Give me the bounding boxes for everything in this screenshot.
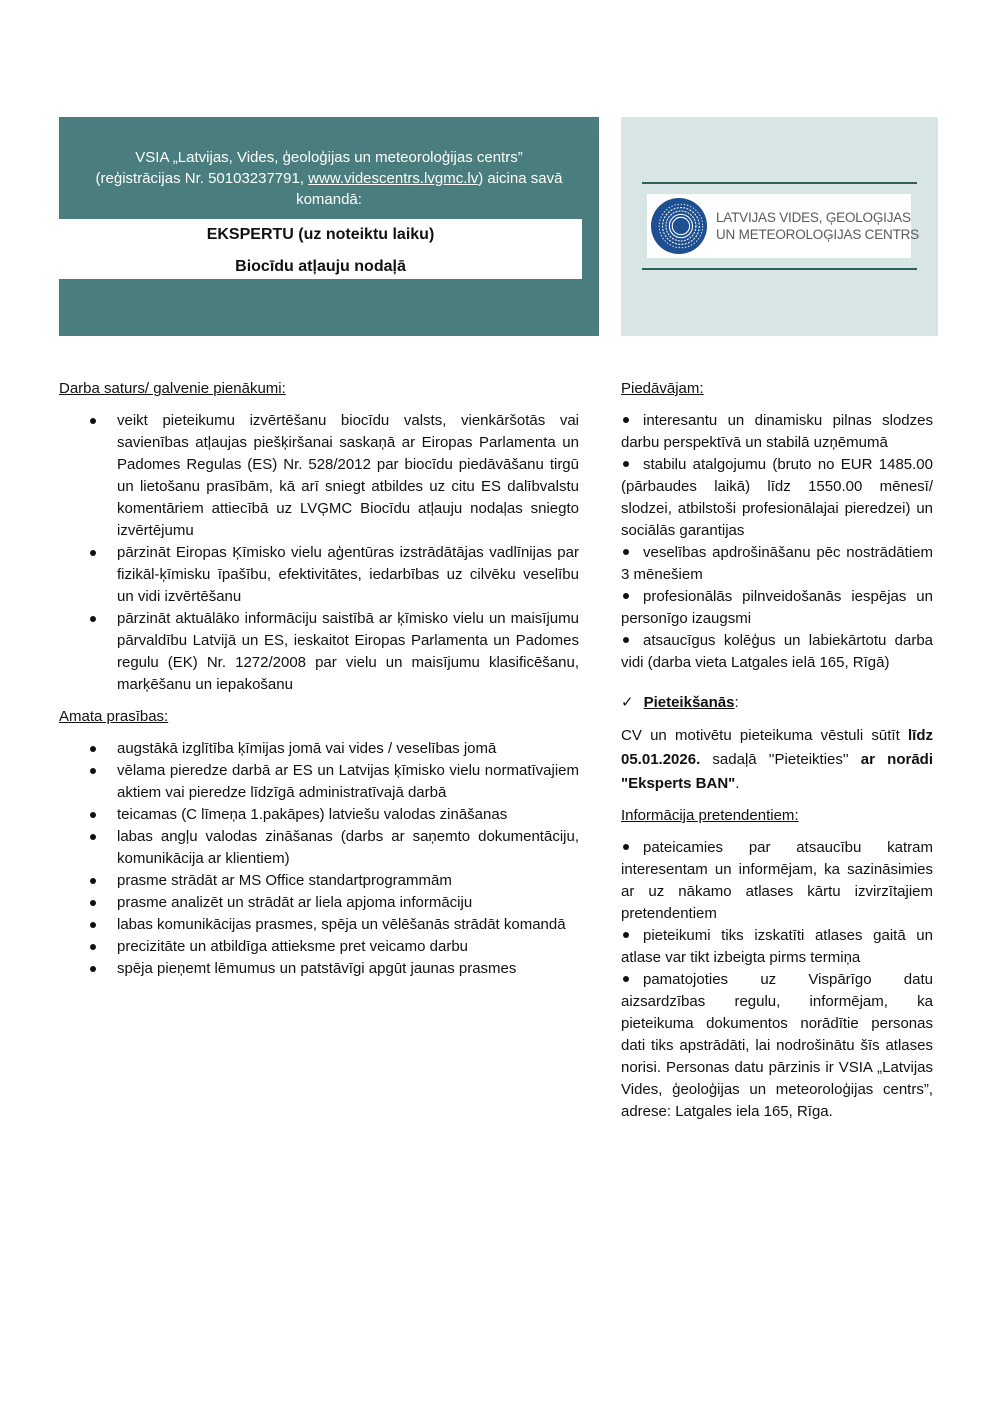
requirement-item: labas angļu valodas zināšanas (darbs ar saņemto dokumentāciju, komunikācija ar klientiem) [59, 826, 579, 870]
bullet-icon [623, 932, 629, 938]
logo-wordmark: LATVIJAS VIDES, ĢEOLOĢIJAS UN METEOROLOĢIJAS CENTRS [716, 210, 919, 242]
offer-item: veselības apdrošināšanu pēc nostrādātiem 3 mēnešiem [621, 544, 933, 583]
requirement-item: vēlama pieredze darbā ar ES un Latvijas ķīmisko vielu normatīvajiem aktiem vai pieredze līdzīgā administratīvajā darbā [59, 760, 579, 804]
offer-item: atsaucīgus kolēģus un labiekārtotu darba vidi (darba vieta Latgales ielā 165, Rīgā) [621, 632, 933, 671]
requirement-item: teicamas (C līmeņa 1.pakāpes) latviešu valodas zināšanas [59, 804, 579, 826]
bullet-icon [623, 976, 629, 982]
employer-name: VSIA „Latvijas, Vides, ģeoloģijas un meteoroloģijas centrs” [135, 149, 523, 166]
offer-item: profesionālās pilnveidošanās iespējas un personīgo izaugsmi [621, 588, 933, 627]
employer-intro [59, 147, 599, 210]
duty-item: veikt pieteikumu izvērtēšanu biocīdu valsts, vienkāršotās vai savienības atļaujas piešķiršanai saskaņā ar Eiropas Parlamenta un Padomes Regulas (ES) Nr. 528/2012 par biocīdu piedāvāšanu tirgū un lietošanu prasībām, kā arī sniegt atbildes uz citu ES dalībvalstu komentāriem attiecībā uz LVĢMC Biocīdu atļauju nodaļas sniegto izvērtējumu [59, 410, 579, 542]
bullet-icon [623, 593, 629, 599]
company-logo [647, 194, 919, 258]
duties-heading: Darba saturs/ galvenie pienākumi: [59, 380, 286, 397]
department-name: Biocīdu atļauju nodaļā [235, 258, 406, 275]
info-item: pieteikumi tiks izskatīti atlases gaitā un atlase var tikt izbeigta pirms termiņa [621, 927, 933, 966]
right-column [621, 378, 933, 1123]
requirement-item: labas komunikācijas prasmes, spēja un vēlēšanās strādāt komandā [59, 914, 579, 936]
bullet-icon [623, 844, 629, 850]
reference-code: ar norādi "Eksperts BAN" [621, 751, 933, 792]
intro-team-text: komandā: [296, 191, 362, 208]
position-band [59, 219, 582, 279]
requirements-list [59, 738, 579, 980]
offer-heading: Piedāvājam: [621, 380, 704, 397]
bullet-icon [623, 461, 629, 467]
requirement-item: prasme strādāt ar MS Office standartprogrammām [59, 870, 579, 892]
duties-list [59, 410, 579, 696]
requirement-item: precizitāte un atbildīga attieksme pret veicamo darbu [59, 936, 579, 958]
logo-panel [621, 117, 938, 336]
employer-registration: (reģistrācijas Nr. 50103237791, www.videscentrs.lvgmc.lv) aicina savā [95, 170, 563, 187]
checkmark-icon: ✓ [621, 694, 634, 711]
apply-heading: ✓ Pieteikšanās : [621, 692, 933, 714]
requirement-item: spēja pieņemt lēmumus un patstāvīgi apgūt jaunas prasmes [59, 958, 579, 980]
apply-instructions: CV un motivētu pieteikuma vēstuli sūtīt līdz 05.01.2026. sadaļā ''Pieteikties'' ar norādi "Eksperts BAN". [621, 727, 933, 792]
lvgmc-circle-logo-icon [650, 197, 708, 255]
header-banner [59, 117, 599, 336]
offer-item: interesantu un dinamisku pilnas slodzes darbu perspektīvā un stabilā uzņēmumā [621, 412, 933, 451]
deadline: līdz 05.01.2026. [621, 727, 933, 768]
requirement-item: prasme analizēt un strādāt ar liela apjoma informāciju [59, 892, 579, 914]
duty-item: pārzināt aktuālāko informāciju saistībā ar ķīmisko vielu un maisījumu pārvaldību Latvijā un ES, ieskaitot Eiropas Parlamenta un Padomes regulu (EK) Nr. 1272/2008 par vielu un maisījumu klasificēšanu, marķēšanu un iepakošanu [59, 608, 579, 696]
requirement-item: augstākā izglītība ķīmijas jomā vai vides / veselības jomā [59, 738, 579, 760]
offer-list [621, 410, 933, 674]
requirements-heading: Amata prasības: [59, 708, 169, 725]
divider-top [642, 182, 917, 184]
bullet-icon [623, 637, 629, 643]
position-title: EKSPERTU (uz noteiktu laiku) [206, 226, 435, 243]
bullet-icon [623, 549, 629, 555]
info-list [621, 837, 933, 1123]
info-item: pamatojoties uz Vispārīgo datu aizsardzības regulu, informējam, ka pieteikuma dokumentos norādītie personas dati tiks apstrādāti, lai nodrošinātu šīs atlases norisi. Personas datu pārzinis ir VSIA „Latvijas Vides, ģeoloģijas un meteoroloģijas centrs”, adrese: Latgales iela 165, Rīga. [621, 971, 933, 1120]
bullet-icon [623, 417, 629, 423]
divider-bottom [642, 268, 917, 270]
duty-item: pārzināt Eiropas Ķīmisko vielu aģentūras izstrādātājas vadlīnijas par fizikāl-ķīmisku īpašību, efektivitātes, iedarbības uz cilvēku veselību un vidi izvērtēšanu [59, 542, 579, 608]
info-heading: Informācija pretendentiem: [621, 807, 799, 824]
info-item: pateicamies par atsaucību katram interesentam un informējam, ka sazināsimies ar uz nākamo atlases kārtu izvirzītajiem pretendentiem [621, 839, 933, 922]
offer-item: stabilu atalgojumu (bruto no EUR 1485.00 (pārbaudes laikā) līdz 1550.00 mēnesī/ slodzei, atbilstoši profesionālajai pieredzei) un sociālās garantijas [621, 456, 933, 539]
website-link[interactable]: www.videscentrs.lvgmc.lv [308, 170, 479, 187]
left-column [59, 378, 579, 990]
